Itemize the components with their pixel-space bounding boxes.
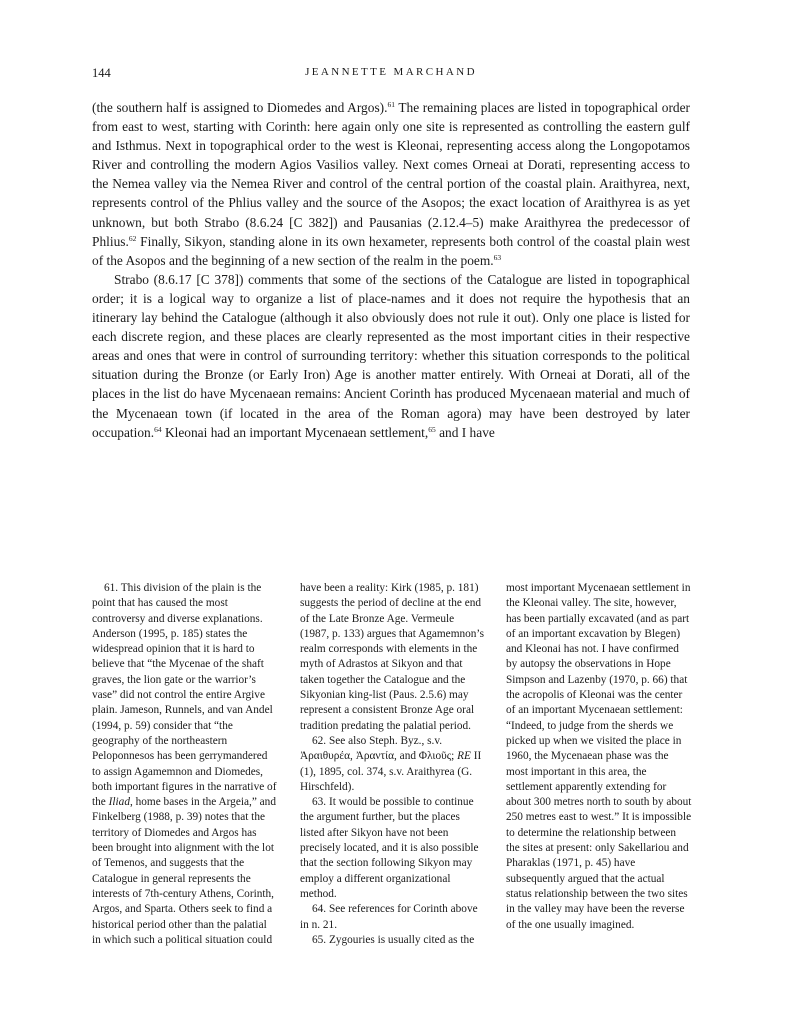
footnote-64: 64. See references for Corinth above in n. 21. — [300, 903, 478, 931]
page-number: 144 — [92, 66, 111, 80]
footnote-65-continued: most important Mycenaean settlement in the Kleonai valley. The site, however, has been partially excavated (and as part of an important excavation by Blegen) and Kleonai has not. I have confirmed by autopsy the observations in Hope Simpson and Lazenby (1970, p. 66) that the acropolis of Kleonai was the center of an important Mycenaean settlement: “Indeed, to judge from the sherds we picked up when we visited the place in 1960, the Mycenaean phase was the most important in this area, the settlement apparently extending for about 300 metres north to south by about 250 metres east to west.” It is impossible to determine the relationship between the sites at present: only Sakellariou and Pharaklas (1971, p. 45) have subsequently argued that the actual status relationship between the two sites in the valley may have been the reverse of the one usually imagined. — [506, 582, 692, 931]
footnote-61-continued: have been a reality: Kirk (1985, p. 181) suggests the period of decline at the end of the Late Bronze Age. Vermeule (1987, p. 133) argues that Agamemnon’s realm corresponds with elements in the myth of Adrastos at Sikyon and that taken together the Catalogue and the Sikyonian king-list (Paus. 2.5.6) may represent a consistent Bronze Age oral tradition predating the palatial period. — [300, 582, 484, 732]
running-head: JEANNETTE MARCHAND — [305, 66, 477, 78]
page-header — [92, 66, 690, 84]
footnote-61: 61. This division of the plain is the point that has caused the most controversy and diverse explanations. Anderson (1995, p. 185) states the widespread opinion that it is hard to believe that “the Mycenae of the shaft graves, the lion gate or the warrior’s vase” did not control the entire Argive plain. Jameson, Runnels, and van Andel (1994, p. 59) consider that “the geography of the northeastern Peloponnesos has been gerrymandered to assign Agamemnon and Diomedes, both important figures in the narrative of the Iliad, home bases in the Argeia,” and Finkelberg (1988, p. 39) notes that the territory of Diomedes and Argos has been brought into alignment with the lot of Temenos, and suggests that the Catalogue in general represents the interests of 7th-century Athens, Corinth, Argos, and Sparta. Others seek to find a historical period other than the palatial in which such a political situation could — [92, 582, 277, 946]
footnote-65: 65. Zygouries is usually cited as the — [312, 933, 475, 946]
footnote-column-1 — [92, 581, 278, 948]
main-text — [92, 98, 690, 442]
footnote-ref-64: 64 — [154, 424, 162, 434]
footnote-ref-61: 61 — [387, 100, 395, 109]
body-paragraph-1: (the southern half is assigned to Diomedes and Argos).$^{61}$ The remaining places are listed in topographical order from east to west, starting with Corinth: here again only one site is represented as controlling the eastern gulf and Isthmus. Next in topographical order to the west is Kleonai, representing access along the Longopotamos River and controlling the modern Agios Vasilios valley. Next comes Orneai at Dorati, representing access to the Nemea valley via the Nemea River and control of the central portion of the coastal plain. Araithyrea, next, represents control of the Phlius valley and the source of the Asopos; the exact location of Araithyrea is as yet unknown, but both Strabo (8.6.24 [C 382]) and Pausanias (2.12.4–5) make Araithyrea the predecessor of Phlius.$^{62}$ Finally, Sikyon, standing alone in its own hexameter, represents both control of the coastal plain west of the Asopos and the beginning of a new section of the realm in the poem.$^{63}$ — [92, 100, 690, 268]
footnote-ref-63: 63 — [493, 252, 502, 262]
footnotes — [92, 581, 692, 946]
footnote-63: 63. It would be possible to continue the argument further, but the places listed after Sikyon have not been precisely located, and it is also possible that the section following Sikyon may employ a different organizational method. — [300, 796, 479, 900]
footnote-ref-62: 62 — [128, 233, 137, 243]
footnote-ref-65: 65 — [428, 424, 436, 434]
footnote-column-3 — [506, 581, 692, 933]
body-paragraph-2: Strabo (8.6.17 [C 378]) comments that some of the sections of the Catalogue are listed in topographical order; it is a logical way to organize a list of place-names and it does not require the hypothesis that an itinerary lay behind the Catalogue (although it also obviously does not rule it out). Only one place is listed for each discrete region, and these places are clearly represented as the most important cities in their respective areas and ones that were in control of surrounding territory: whether this situation corresponds to the political situation during the Bronze (or Early Iron) Age is another matter entirely. With Orneai at Dorati, all of the places in the list do have Mycenaean remains: Ancient Corinth has produced Mycenaean material and much of the Mycenaean town (if located in the area of the Roman agora) may have been destroyed by later occupation.$^{64}$ Kleonai had an important Mycenaean settlement,$^{65}$ and I have — [92, 271, 690, 440]
footnote-62: 62. See also Steph. Byz., s.v. Ἀραιθυρέα, Ἀραντία, and Φλιοῦς; RE II (1), 1895, col. 374, s.v. Araithyrea (G. Hirschfeld). — [300, 734, 482, 793]
footnote-column-2 — [300, 581, 486, 948]
